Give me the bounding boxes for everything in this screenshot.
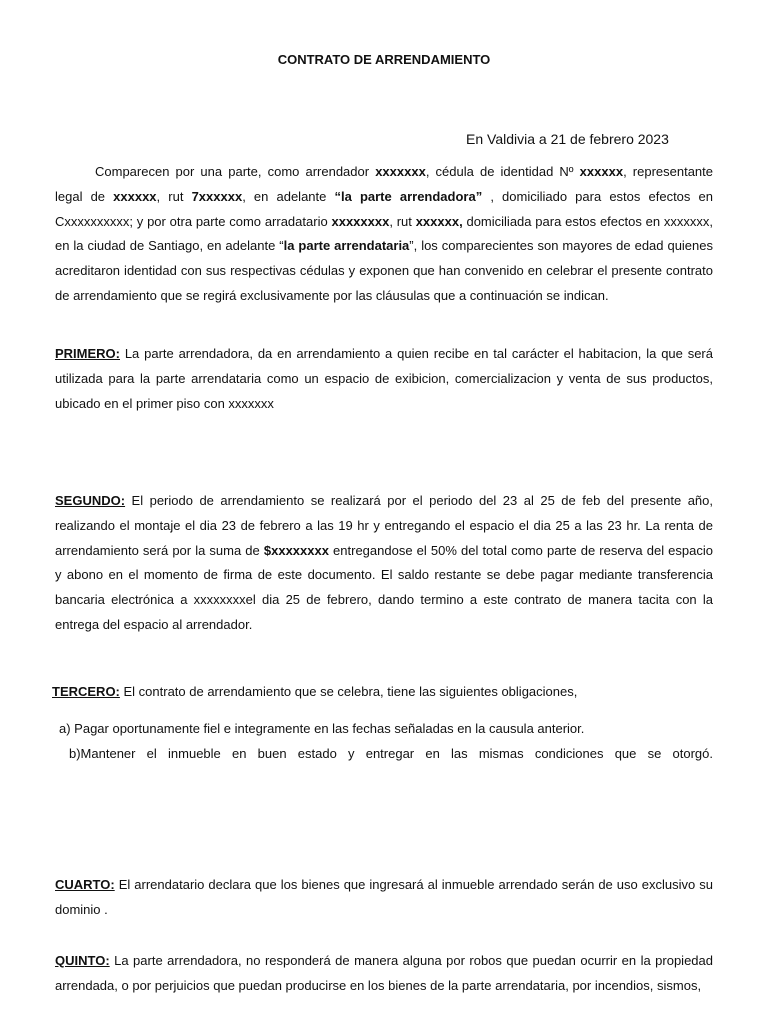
clause-label: QUINTO: (55, 953, 110, 968)
place-date: En Valdivia a 21 de febrero 2023 (466, 131, 669, 147)
obligation-item-a: a) Pagar oportunamente fiel e integramente en las fechas señaladas en la causula anterior. (59, 721, 585, 736)
clause-label: PRIMERO: (55, 346, 120, 361)
clause-quinto: QUINTO: La parte arrendadora, no responderá de manera alguna por robos que puedan ocurrir en la propiedad arrendada, o por perjuicios que puedan producirse en los bienes de la parte arrendataria, por incendios, sismos, (55, 953, 713, 993)
document-title: CONTRATO DE ARRENDAMIENTO (277, 52, 491, 67)
clause-label: SEGUNDO: (55, 493, 126, 508)
clause-tercero: TERCERO: El contrato de arrendamiento que se celebra, tiene las siguientes obligaciones, (52, 684, 578, 699)
obligation-item-b: b)Mantener el inmueble en buen estado y entregar en las mismas condiciones que se otorgó. (69, 746, 713, 761)
clause-cuarto: CUARTO: El arrendatario declara que los bienes que ingresará al inmueble arrendado serán de uso exclusivo su dominio . (55, 877, 713, 917)
clause-primero: PRIMERO: La parte arrendadora, da en arrendamiento a quien recibe en tal carácter el habitacion, la que será utilizada para la parte arrendataria como un espacio de exibicion, comercializacion y venta de sus productos, ubicado en el primer piso con xxxxxxx (55, 346, 713, 411)
intro-paragraph: Comparecen por una parte, como arrendador xxxxxxx, cédula de identidad Nº xxxxxx, representante legal de xxxxxx, rut 7xxxxxx, en adelante “la parte arrendadora” , domiciliado para estos efectos en Cxxxxxxxxxx; y por otra parte como arradatario xxxxxxxx, rut xxxxxx, domiciliada para estos efectos en xxxxxxx, en la ciudad de Santiago, en adelante “la parte arrendataria”, los comparecientes son mayores de edad quienes acreditaron identidad con sus respectivas cédulas y exponen que han convenido en celebrar el presente contrato de arrendamiento que se regirá exclusivamente por las cláusulas que a continuación se indican. (55, 164, 714, 303)
clause-label: CUARTO: (55, 877, 115, 892)
clause-segundo: SEGUNDO: El periodo de arrendamiento se realizará por el periodo del 23 al 25 de feb del presente año, realizando el montaje el dia 23 de febrero a las 19 hr y entregando el espacio el dia 25 a las 23 hr. La renta de arrendamiento será por la suma de $xxxxxxxx entregandose el 50% del total como parte de reserva del espacio y abono en el momento de firma de este documento. El saldo restante se debe pagar mediante transferencia bancaria electrónica a xxxxxxxxel dia 25 de febrero, dando termino a este contrato de manera tacita con la entrega del espacio al arrendador. (55, 493, 713, 632)
clause-label: TERCERO: (52, 684, 120, 699)
